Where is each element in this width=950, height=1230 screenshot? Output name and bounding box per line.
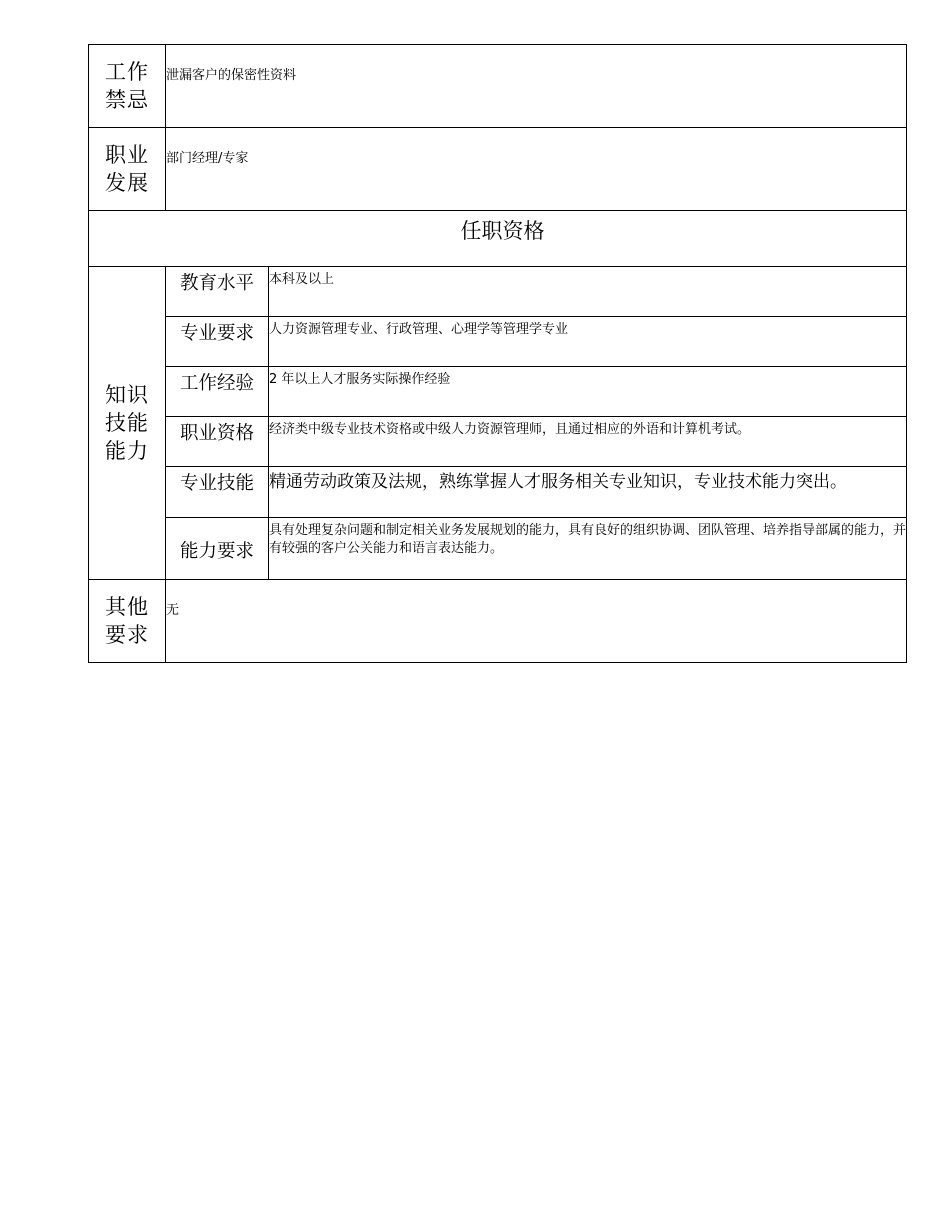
ability-value: 具有处理复杂问题和制定相关业务发展规划的能力，具有良好的组织协调、团队管理、培养指导部属的能力，并有较强的客户公关能力和语言表达能力。 <box>269 518 907 580</box>
experience-value: 2 年以上人才服务实际操作经验 <box>269 367 907 417</box>
other-label <box>89 580 166 663</box>
knowledge-row-5 <box>89 518 907 580</box>
ability-label: 能力要求 <box>166 518 269 580</box>
career-label <box>89 128 166 211</box>
other-row <box>89 580 907 663</box>
certification-value: 经济类中级专业技术资格或中级人力资源管理师，且通过相应的外语和计算机考试。 <box>269 417 907 467</box>
taboo-row <box>89 45 907 128</box>
knowledge-label <box>89 267 166 580</box>
qualification-title <box>89 211 907 267</box>
other-label-line2: 要求 <box>105 623 149 647</box>
career-label-line2: 发展 <box>105 171 149 195</box>
taboo-label-line1: 工作 <box>105 60 149 84</box>
knowledge-row-0 <box>89 267 907 317</box>
knowledge-row-4 <box>89 467 907 518</box>
knowledge-row-1 <box>89 317 907 367</box>
major-label: 专业要求 <box>166 317 269 367</box>
job-table <box>88 44 907 663</box>
skills-value: 精通劳动政策及法规，熟练掌握人才服务相关专业知识，专业技术能力突出。 <box>269 467 907 518</box>
skills-label: 专业技能 <box>166 467 269 518</box>
education-value: 本科及以上 <box>269 267 907 317</box>
education-label: 教育水平 <box>166 267 269 317</box>
certification-label: 职业资格 <box>166 417 269 467</box>
career-label-line1: 职业 <box>105 143 149 167</box>
other-label-line1: 其他 <box>105 595 149 619</box>
knowledge-label-line2: 技能 <box>105 411 149 435</box>
major-value: 人力资源管理专业、行政管理、心理学等管理学专业 <box>269 317 907 367</box>
knowledge-label-line3: 能力 <box>105 439 149 463</box>
knowledge-label-line1: 知识 <box>105 383 149 407</box>
taboo-content: 泄漏客户的保密性资料 <box>166 45 907 128</box>
other-content: 无 <box>166 580 907 663</box>
qualification-title-row <box>89 211 907 267</box>
qualification-title-text: 任职资格 <box>460 219 545 243</box>
knowledge-row-2 <box>89 367 907 417</box>
job-description-sheet <box>88 44 906 663</box>
career-row <box>89 128 907 211</box>
taboo-label <box>89 45 166 128</box>
knowledge-row-3 <box>89 417 907 467</box>
experience-label: 工作经验 <box>166 367 269 417</box>
career-content: 部门经理/专家 <box>166 128 907 211</box>
taboo-label-line2: 禁忌 <box>105 88 149 112</box>
